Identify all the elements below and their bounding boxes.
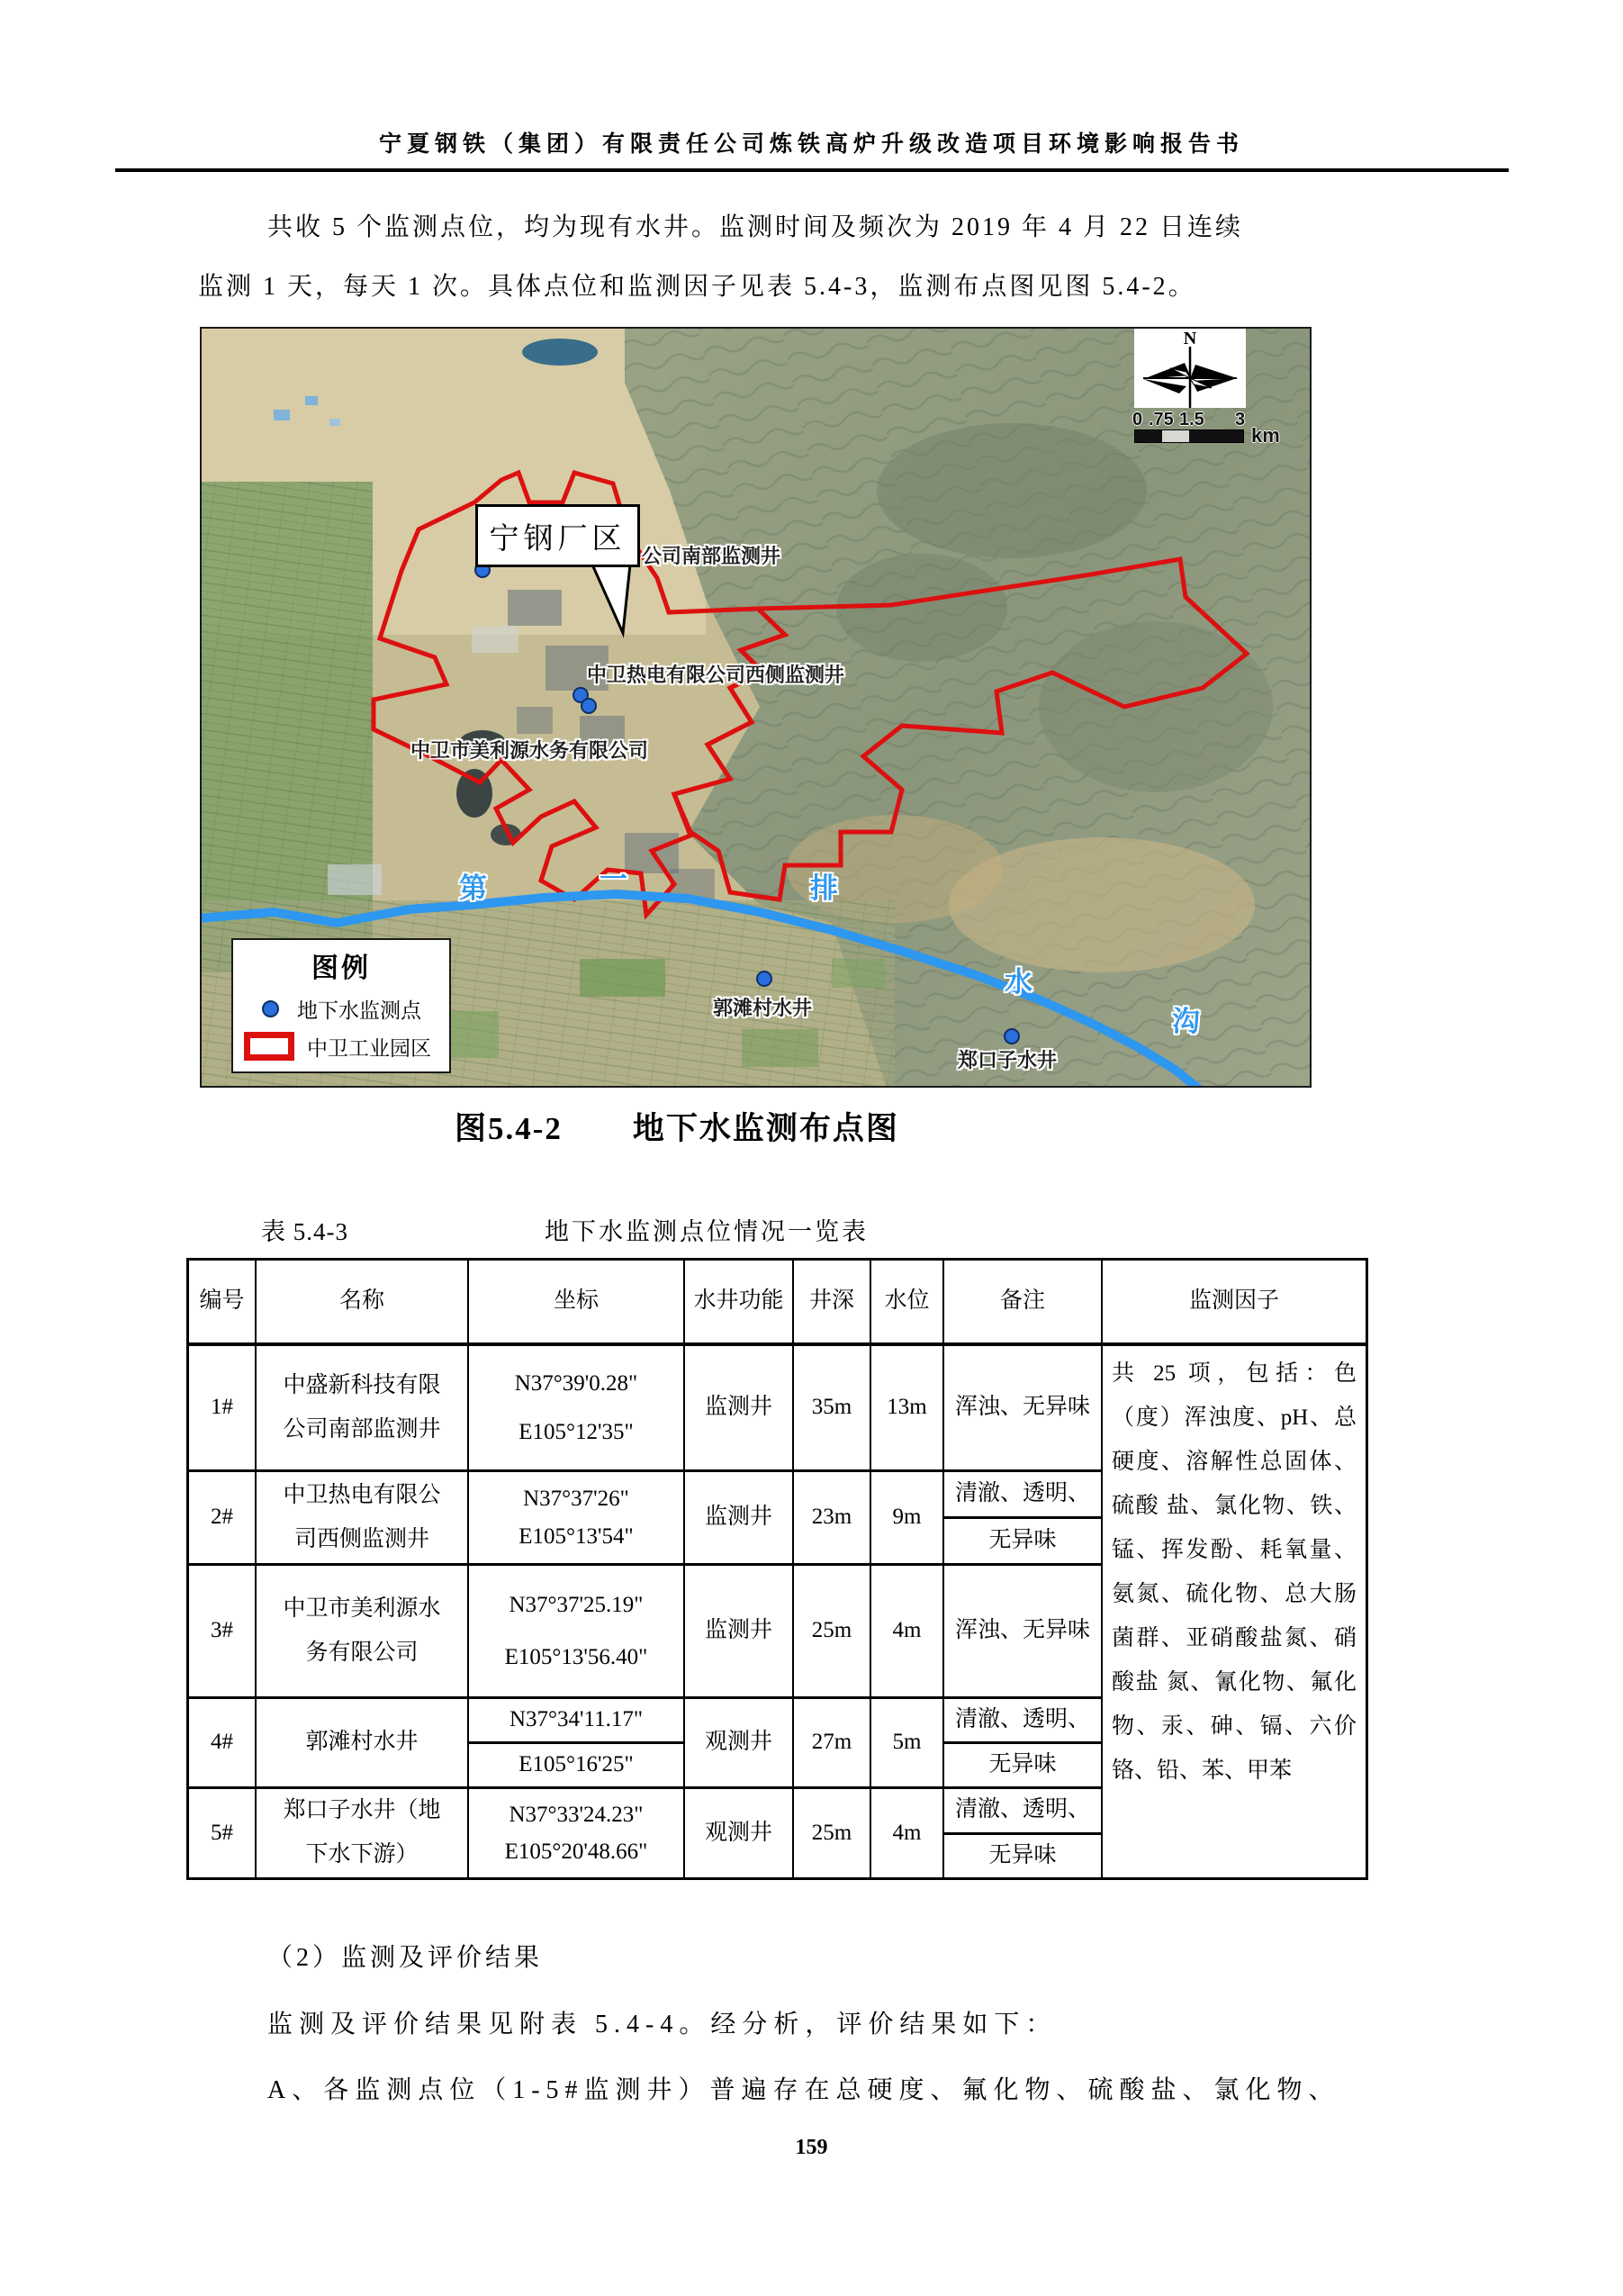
monitoring-point-dot-west-b xyxy=(582,699,596,713)
row4-coord-e: E105°16'25" xyxy=(518,1752,634,1777)
table-row1-id: 1# xyxy=(189,1346,257,1472)
monitoring-point-dot-guotan xyxy=(757,972,771,986)
groundwater-monitoring-map xyxy=(200,327,1312,1088)
table-row3-name: 中卫市美利源水务有限公司 xyxy=(257,1566,469,1699)
table-row1-name: 中盛新科技有限公司南部监测井 xyxy=(257,1346,469,1472)
scale-bar-segments xyxy=(1134,429,1244,443)
table-label: 表 5.4-3 xyxy=(261,1218,348,1245)
river-char-2: 一 xyxy=(600,863,627,895)
monitoring-point-dot-zhengkouzi xyxy=(1005,1029,1019,1044)
table-row4-coord xyxy=(469,1699,685,1789)
table-row4-level: 5m xyxy=(871,1699,944,1789)
figure-caption-title: 地下水监测布点图 xyxy=(632,1111,899,1146)
label-guotan-well: 郭滩村水井 xyxy=(713,997,813,1019)
legend-item-monitoring-point xyxy=(233,992,449,1025)
table-row2-func: 监测井 xyxy=(685,1472,794,1566)
intro-paragraph-line1: 共收 5 个监测点位，均为现有水井。监测时间及频次为 2019 年 4 月 22 日连续 xyxy=(267,213,1244,241)
col-header-factors: 监测因子 xyxy=(1103,1261,1366,1346)
page-number: 159 xyxy=(795,2136,828,2159)
table-row4-func: 观测井 xyxy=(685,1699,794,1789)
legend-item-industrial-park xyxy=(233,1026,449,1066)
table-row4-name: 郭滩村水井 xyxy=(257,1699,469,1789)
label-south-monitoring-well: 公司南部监测井 xyxy=(642,545,781,567)
row5-remark-top: 清澈、透明、 xyxy=(944,1789,1101,1835)
table-row5-func: 观测井 xyxy=(685,1789,794,1877)
col-header-func: 水井功能 xyxy=(685,1261,794,1346)
col-header-name: 名称 xyxy=(257,1261,469,1346)
table-row5-id: 5# xyxy=(189,1789,257,1877)
table-row2-id: 2# xyxy=(189,1472,257,1566)
table-row5-coord xyxy=(469,1789,685,1877)
col-header-depth: 井深 xyxy=(794,1261,871,1346)
table-row3-level: 4m xyxy=(871,1566,944,1699)
table-row2-coord xyxy=(469,1472,685,1566)
col-header-coord: 坐标 xyxy=(469,1261,685,1346)
header-rule xyxy=(115,168,1509,172)
col-header-id: 编号 xyxy=(189,1261,257,1346)
table-row3-coord xyxy=(469,1566,685,1699)
table-row4-remark xyxy=(944,1699,1103,1789)
table-row1-depth: 35m xyxy=(794,1346,871,1472)
intro-paragraph-line2: 监测 1 天，每天 1 次。具体点位和监测因子见表 5.4-3，监测布点图见图 5.4-2。 xyxy=(198,273,1196,301)
label-west-monitoring-well: 中卫热电有限公司西侧监测井 xyxy=(587,664,845,686)
table-row1-remark: 浑浊、无异味 xyxy=(944,1346,1103,1472)
scale-bar-segment-1 xyxy=(1135,430,1162,442)
table-row5-depth: 25m xyxy=(794,1789,871,1877)
scale-tick-3: 3 xyxy=(1235,410,1246,429)
legend-park-icon xyxy=(244,1032,294,1061)
table-row2-remark xyxy=(944,1472,1103,1566)
table-row5-name: 郑口子水井（地下水下游） xyxy=(257,1789,469,1877)
river-char-1: 第 xyxy=(459,872,487,904)
table-row4-id: 4# xyxy=(189,1699,257,1789)
compass-rose xyxy=(1134,329,1246,408)
table-row2-name: 中卫热电有限公司西侧监测井 xyxy=(257,1472,469,1566)
row5-coord-e: E105°20'48.66" xyxy=(504,1840,648,1865)
table-row1-level: 13m xyxy=(871,1346,944,1472)
scale-tick-0: 0 xyxy=(1132,410,1143,429)
map-legend xyxy=(231,938,451,1073)
scale-tick-075: .75 xyxy=(1149,410,1174,429)
river-char-5: 沟 xyxy=(1172,1006,1200,1037)
legend-title: 图例 xyxy=(311,954,371,983)
label-zhengkouzi-well: 郑口子水井 xyxy=(958,1049,1058,1071)
table-row3-remark: 浑浊、无异味 xyxy=(944,1566,1103,1699)
figure-caption-label: 图5.4-2 xyxy=(455,1111,563,1146)
table-row2-depth: 23m xyxy=(794,1472,871,1566)
table-row3-depth: 25m xyxy=(794,1566,871,1699)
row1-coord-n: N37°39'0.28" xyxy=(514,1370,638,1396)
scale-tick-15: 1.5 xyxy=(1179,410,1204,429)
row2-remark-top: 清澈、透明、 xyxy=(944,1472,1101,1519)
table-row5-remark xyxy=(944,1789,1103,1877)
row2-remark-bottom: 无异味 xyxy=(988,1528,1057,1553)
scale-bar-segment-2 xyxy=(1162,430,1189,442)
table-row2-level: 9m xyxy=(871,1472,944,1566)
legend-point-icon xyxy=(262,1000,279,1017)
results-heading: （2）监测及评价结果 xyxy=(267,1944,544,1972)
table-row3-func: 监测井 xyxy=(685,1566,794,1699)
row4-coord-n: N37°34'11.17" xyxy=(469,1699,683,1744)
row1-coord-e: E105°12'35" xyxy=(518,1420,634,1445)
row5-remark-bottom: 无异味 xyxy=(988,1842,1057,1867)
compass-north-label: N xyxy=(1183,329,1197,348)
results-item-a: A、各监测点位（1-5#监测井）普遍存在总硬度、氟化物、硫酸盐、氯化物、 xyxy=(267,2076,1340,2104)
table-title: 地下水监测点位情况一览表 xyxy=(545,1218,869,1245)
plant-area-callout-text: 宁钢厂区 xyxy=(489,522,627,556)
row2-coord-n: N37°37'26" xyxy=(523,1486,629,1511)
scale-bar-segment-3 xyxy=(1189,430,1243,442)
row5-coord-n: N37°33'24.23" xyxy=(509,1802,644,1827)
table-row3-id: 3# xyxy=(189,1566,257,1699)
table-row4-depth: 27m xyxy=(794,1699,871,1789)
row3-coord-e: E105°13'56.40" xyxy=(504,1644,648,1669)
col-header-level: 水位 xyxy=(871,1261,944,1346)
legend-point-label: 地下水监测点 xyxy=(297,999,421,1022)
river-char-4: 水 xyxy=(1005,966,1032,998)
col-header-remark: 备注 xyxy=(944,1261,1103,1346)
figure-caption xyxy=(455,1104,899,1149)
row4-remark-bottom: 无异味 xyxy=(988,1752,1057,1777)
table-row1-func: 监测井 xyxy=(685,1346,794,1472)
row2-coord-e: E105°13'54" xyxy=(518,1524,634,1550)
monitoring-points-table xyxy=(186,1258,1368,1880)
map-scale-bar xyxy=(1127,410,1307,447)
row3-coord-n: N37°37'25.19" xyxy=(509,1593,644,1618)
river-char-3: 排 xyxy=(810,872,838,904)
label-water-company: 中卫市美利源水务有限公司 xyxy=(410,739,649,762)
table-factors-merged-cell: 共 25 项，包括：色（度）浑浊度、pH、总硬度、溶解性总固体、硫酸 盐、氯化物、铁、锰、挥发酚、耗氧量、氨氮、硫化物、总大肠菌群、亚硝酸盐氮、硝酸盐 氮、氰化物、氟化物、汞、砷、镉、六价铬、铅、苯、甲苯 xyxy=(1112,1361,1357,1783)
table-row5-level: 4m xyxy=(871,1789,944,1877)
table-row1-coord xyxy=(469,1346,685,1472)
page-header-title: 宁夏钢铁（集团）有限责任公司炼铁高炉升级改造项目环境影响报告书 xyxy=(378,132,1244,157)
scale-unit-label: km xyxy=(1251,424,1280,447)
legend-park-label: 中卫工业园区 xyxy=(307,1036,431,1060)
results-paragraph: 监测及评价结果见附表 5.4-4。经分析，评价结果如下： xyxy=(267,2011,1058,2038)
row4-remark-top: 清澈、透明、 xyxy=(944,1699,1101,1744)
plant-area-callout xyxy=(475,504,640,567)
